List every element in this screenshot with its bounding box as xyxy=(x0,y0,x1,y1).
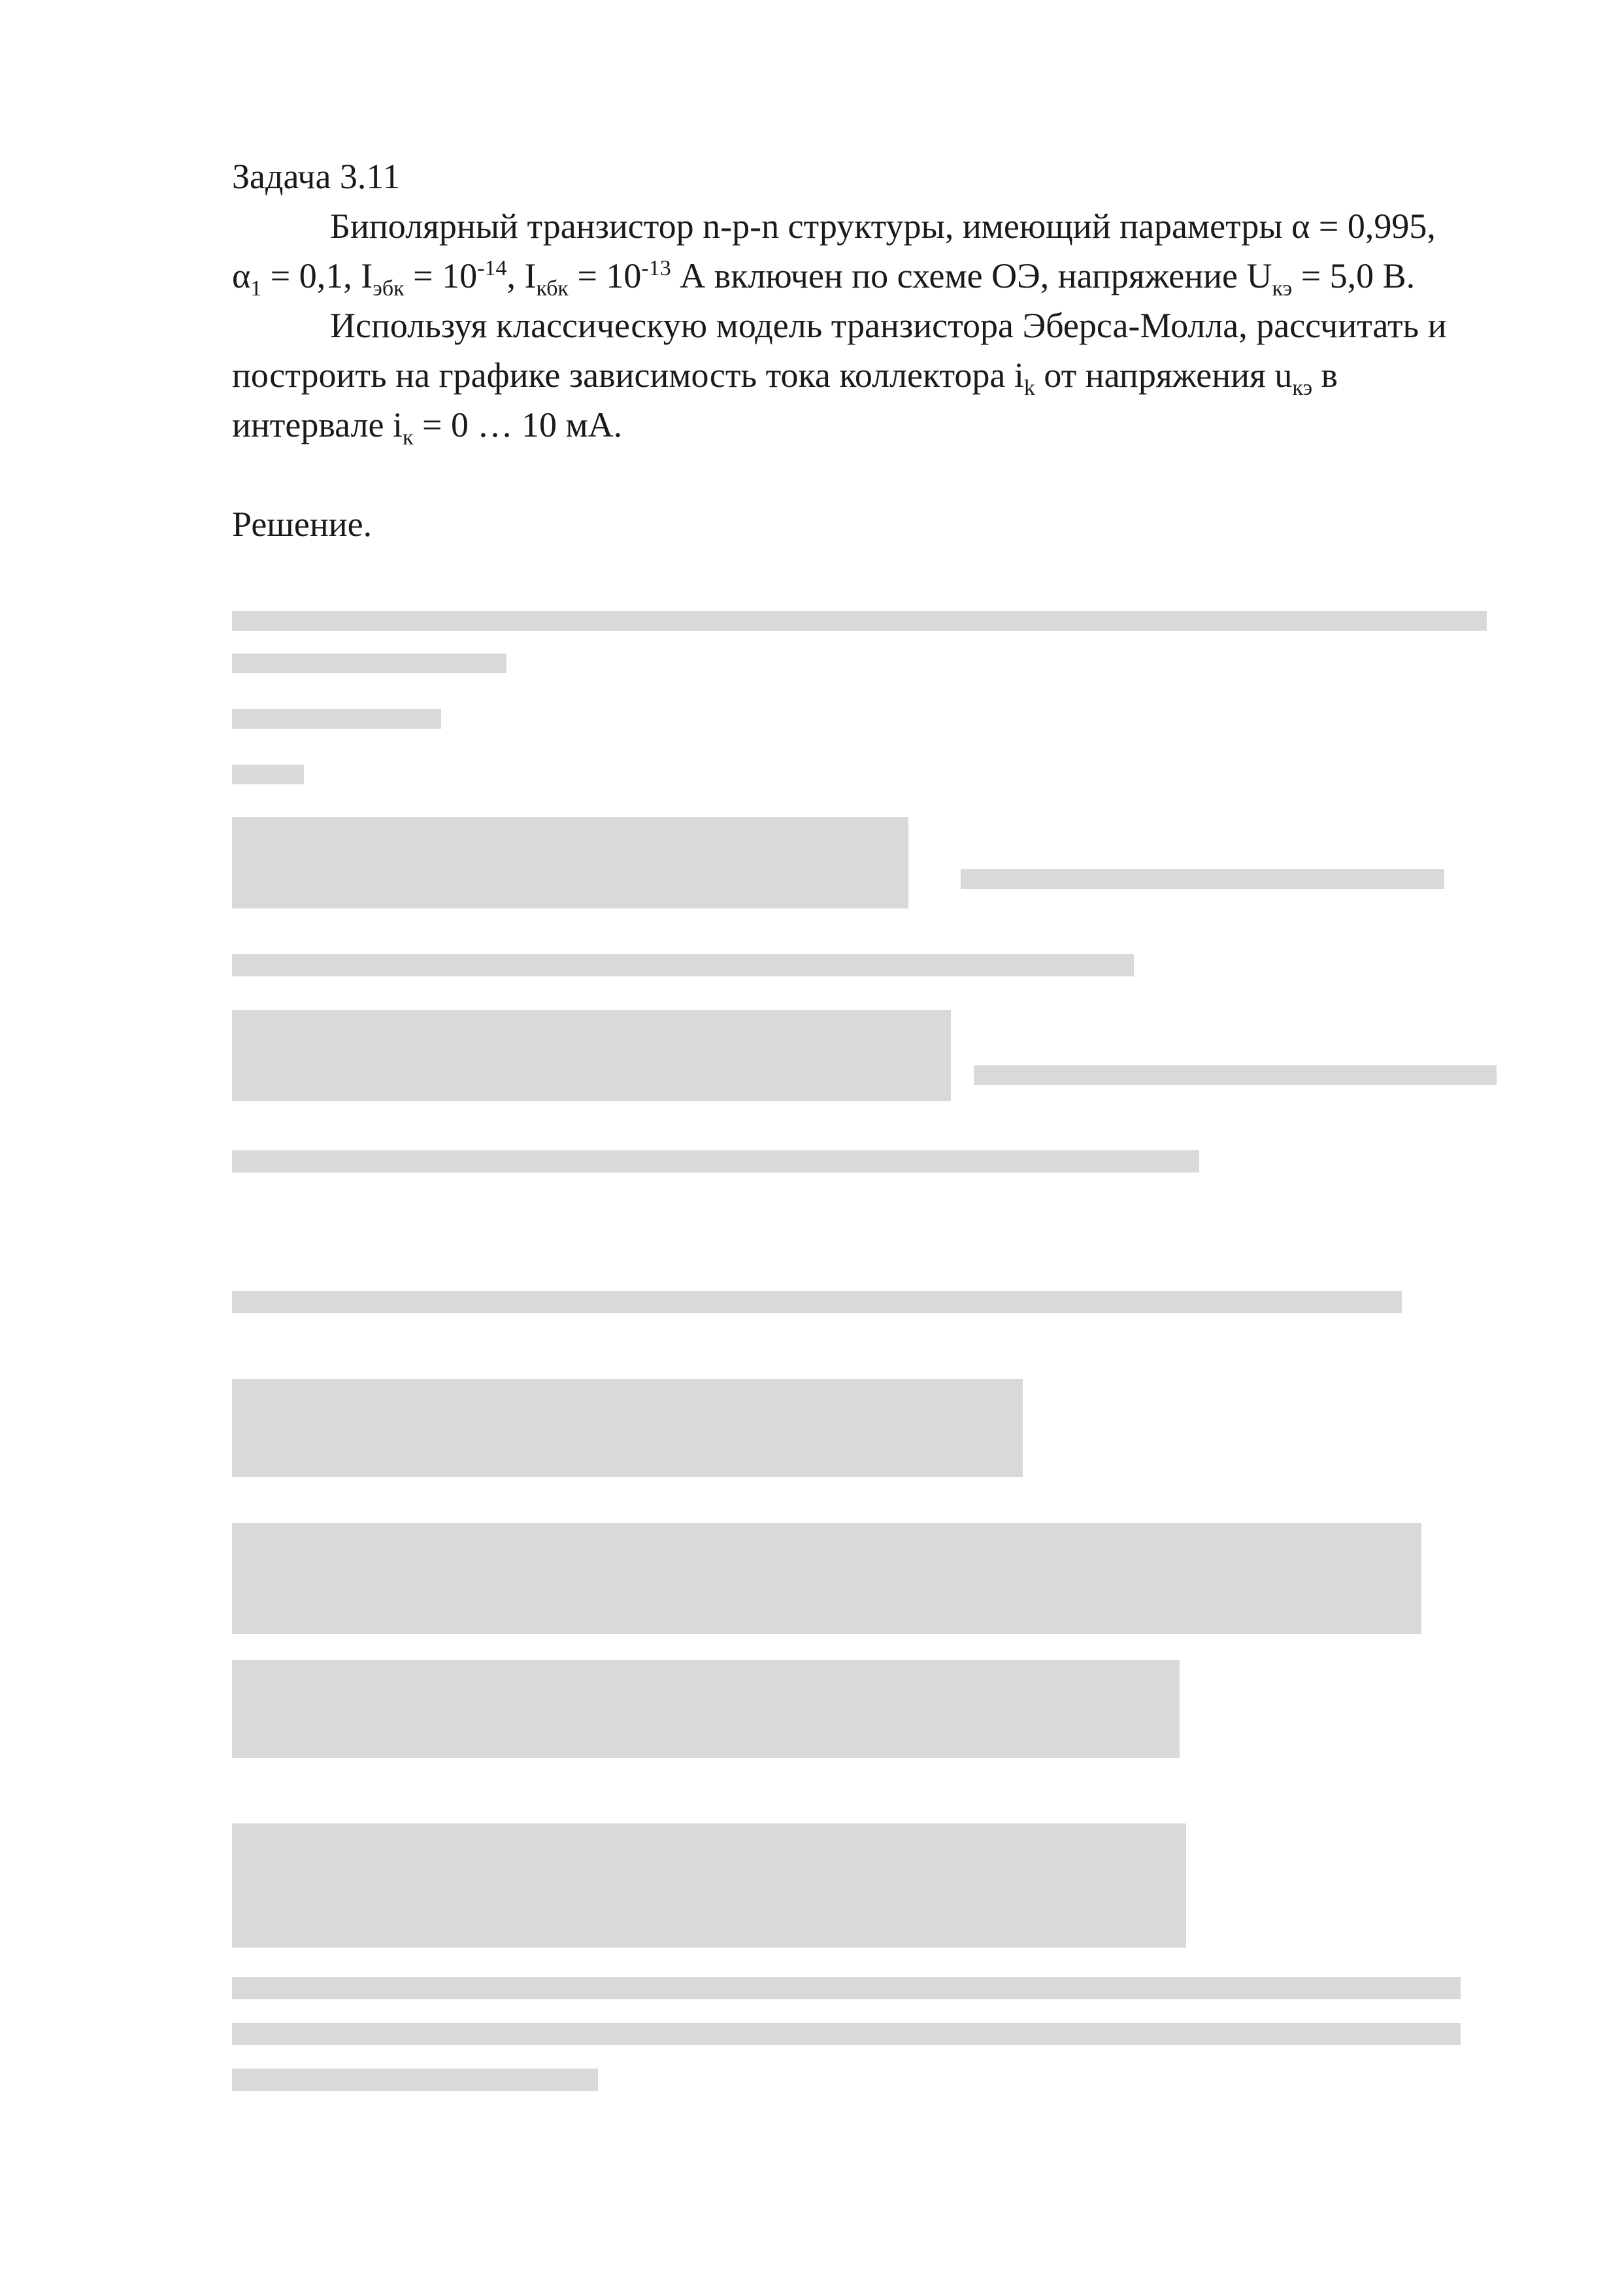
solution-label: Решение. xyxy=(232,505,373,544)
ghost-formula xyxy=(232,1660,1180,1758)
ghost-line xyxy=(232,765,304,784)
ghost-line xyxy=(232,954,1134,976)
ghost-line xyxy=(232,709,441,729)
problem-title: Задача 3.11 xyxy=(232,157,401,196)
ghost-formula xyxy=(232,1379,1023,1477)
ghost-line xyxy=(232,2023,1461,2045)
problem-text xyxy=(232,152,1474,549)
ghost-formula xyxy=(232,1523,1421,1634)
ghost-line xyxy=(974,1065,1497,1085)
ghost-formula xyxy=(232,817,908,908)
spacer xyxy=(232,450,1474,499)
ghost-line xyxy=(232,1977,1461,1999)
ghost-line xyxy=(961,869,1444,889)
ghost-line xyxy=(232,1291,1402,1313)
problem-paragraph-1: Биполярный транзистор n-p-n структуры, имеющий параметры α = 0,995, $\alpha_1 = 0,1$, $I_{эбк} = 10^{-14}$, $I_{кбк} = 10^{-13}$ А включен по схеме ОЭ, напряжение $U_{кэ} = 5,0$ В. xyxy=(232,207,1436,301)
ghost-line xyxy=(232,2069,598,2091)
ghost-line xyxy=(232,654,506,673)
problem-paragraph-2: Используя классическую модель транзистора Эберса-Молла, рассчитать и построить на графике зависимость тока коллектора $i_k$ от напряжения $u_{кэ}$ в интервале $i_к = 0$ … 10 мА. xyxy=(232,306,1447,450)
ghost-formula xyxy=(232,1010,951,1101)
ghost-formula xyxy=(232,1823,1186,1948)
ghost-line xyxy=(232,1150,1199,1173)
ghost-line xyxy=(232,611,1487,631)
